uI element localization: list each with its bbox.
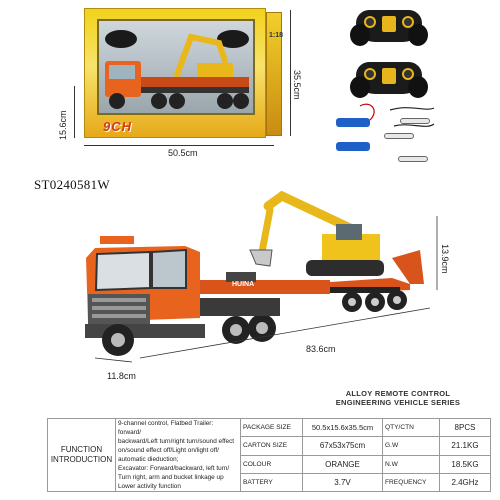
remote-controller-top xyxy=(350,2,428,46)
battery-pack-icon xyxy=(336,118,370,127)
package-box-front xyxy=(84,8,266,138)
joystick-left-icon xyxy=(364,68,376,80)
spec-label: FREQUENCY xyxy=(383,473,440,491)
joystick-right-icon xyxy=(402,16,414,28)
box-depth-line xyxy=(74,86,75,138)
truck-length-label: 83.6cm xyxy=(306,344,336,354)
package-box-side xyxy=(266,12,282,136)
controller-center-panel xyxy=(382,16,396,32)
spec-label: QTY/CTN xyxy=(383,419,440,437)
truck-height-label: 13.9cm xyxy=(440,244,450,274)
spec-value: 21.1KG xyxy=(440,437,491,455)
accessories-wires xyxy=(330,100,440,160)
joystick-right-icon xyxy=(402,68,414,80)
spec-table xyxy=(47,418,491,492)
package-window-content xyxy=(99,21,253,113)
product-code: ST0240581W xyxy=(34,177,110,192)
function-title-cell: FUNCTION INTRODUCTION xyxy=(48,419,116,492)
spec-value: 3.7V xyxy=(303,473,383,491)
spec-label: COLOUR xyxy=(241,455,303,473)
excavator xyxy=(250,196,384,276)
spec-value: 2.4GHz xyxy=(440,473,491,491)
box-depth-label: 15.6cm xyxy=(58,110,68,140)
truck-width-label: 11.8cm xyxy=(107,371,136,381)
function-description: 9-channel control, Flatbed Trailer: forward/ backward/Left turn/right turn/sound effect on/sound effect off/Light on/light off/ automatic dieduction; Excavator: Forward/backward, left turn/ Turn right, arm and bucket linkage up Lower activity function xyxy=(116,419,241,492)
table-row xyxy=(48,419,491,437)
joystick-left-icon xyxy=(364,16,376,28)
spec-label: BATTERY xyxy=(241,473,303,491)
battery-pack-icon xyxy=(336,142,370,151)
package-window xyxy=(97,19,255,115)
series-title: ALLOY REMOTE CONTROL ENGINEERING VEHICLE SERIES xyxy=(335,389,461,407)
spec-label: G.W xyxy=(383,437,440,455)
box-height-line xyxy=(290,10,291,136)
box-height-label: 35.5cm xyxy=(292,70,302,100)
spec-value: 18.5KG xyxy=(440,455,491,473)
box-width-label: 50.5cm xyxy=(168,148,198,158)
remote-controller-bottom xyxy=(350,54,428,98)
package-box xyxy=(84,8,282,138)
spec-value: 67x53x75cm xyxy=(303,437,383,455)
spec-value: 50.5x15.6x35.5cm xyxy=(303,419,383,437)
truck-cab xyxy=(85,236,280,356)
spec-label: N.W xyxy=(383,455,440,473)
usb-charging-cable-icon xyxy=(400,118,430,124)
spec-label: PACKAGE SIZE xyxy=(241,419,303,437)
usb-charging-cable-icon xyxy=(384,133,414,139)
controller-center-panel xyxy=(382,68,396,84)
spec-label: CARTON SIZE xyxy=(241,437,303,455)
rc-truck-excavator-image xyxy=(0,190,500,380)
spec-value: 8PCS xyxy=(440,419,491,437)
brand-label: HUINA xyxy=(232,281,255,288)
box-width-line xyxy=(84,145,274,146)
package-logo: 9CH xyxy=(103,119,133,134)
usb-charging-cable-icon xyxy=(398,156,428,162)
scale-label: 1:18 xyxy=(269,32,284,39)
spec-value: ORANGE xyxy=(303,455,383,473)
